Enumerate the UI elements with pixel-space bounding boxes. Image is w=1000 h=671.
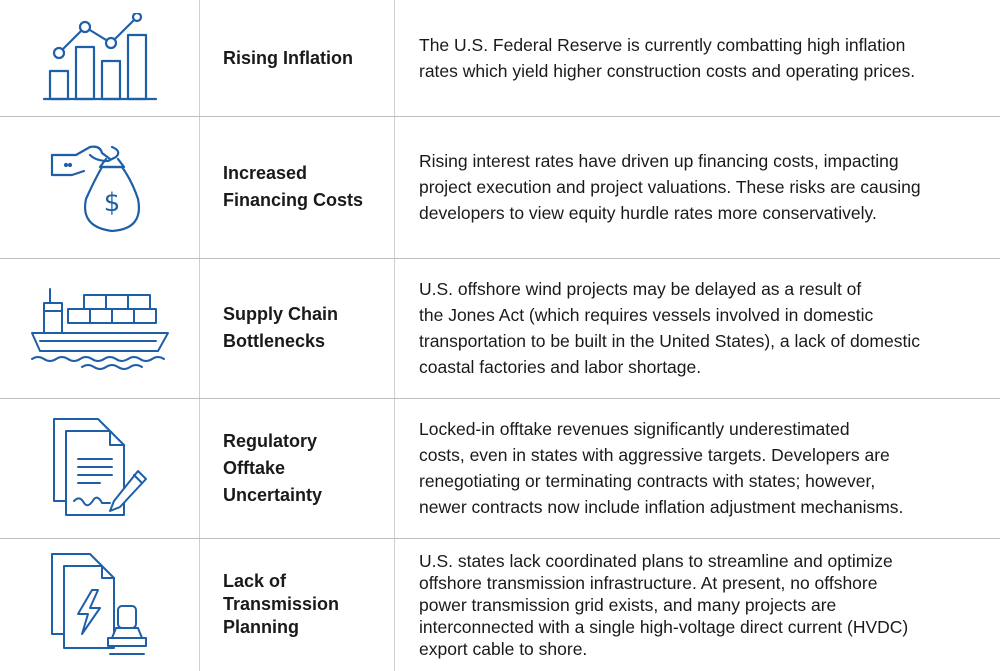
power-permit-stamp-icon [0,538,200,671]
table-row [0,0,1000,116]
money-bag-hand-icon [0,116,200,258]
column-divider [199,0,200,671]
signed-contract-icon [0,398,200,538]
bar-chart-trend-icon [0,0,200,116]
row-description: Rising interest rates have driven up financing costs, impacting project execution and project valuations. These risks are causing developers to view equity hurdle rates more conservatively. [419,151,921,223]
row-divider [0,538,1000,539]
row-description: U.S. states lack coordinated plans to streamline and optimize offshore transmission infrastructure. At present, no offshore power transmission grid exists, and many projects are interconnected with a single high-voltage direct current (HVDC) export cable to shore. [419,550,909,659]
cargo-ship-icon [0,258,200,398]
row-description: Locked-in offtake revenues significantly underestimated costs, even in states with aggressive targets. Developers are renegotiating or terminating contracts with states; however, newer contracts now include inflation adjustment mechanisms. [419,419,904,517]
row-divider [0,258,1000,259]
table-row [0,258,1000,398]
row-title: Increased Financing Costs [223,163,364,210]
column-divider [394,0,395,671]
svg-text:$: $ [103,188,121,218]
row-title: Regulatory Offtake Uncertainty [223,430,323,505]
row-title: Supply Chain Bottlenecks [223,304,339,351]
row-divider [0,398,1000,399]
table-row [0,116,1000,258]
row-description: U.S. offshore wind projects may be delayed as a result of the Jones Act (which requires vessels involved in domestic transportation to be built in the United States), a lack of domestic coastal factories and labor shortage. [419,279,920,377]
row-title: Lack of Transmission Planning [223,571,340,637]
row-description: The U.S. Federal Reserve is currently combatting high inflation rates which yield higher construction costs and operating prices. [419,35,916,81]
row-divider [0,116,1000,117]
table-row [0,538,1000,671]
row-title: Rising Inflation [223,47,353,68]
table-row [0,398,1000,538]
